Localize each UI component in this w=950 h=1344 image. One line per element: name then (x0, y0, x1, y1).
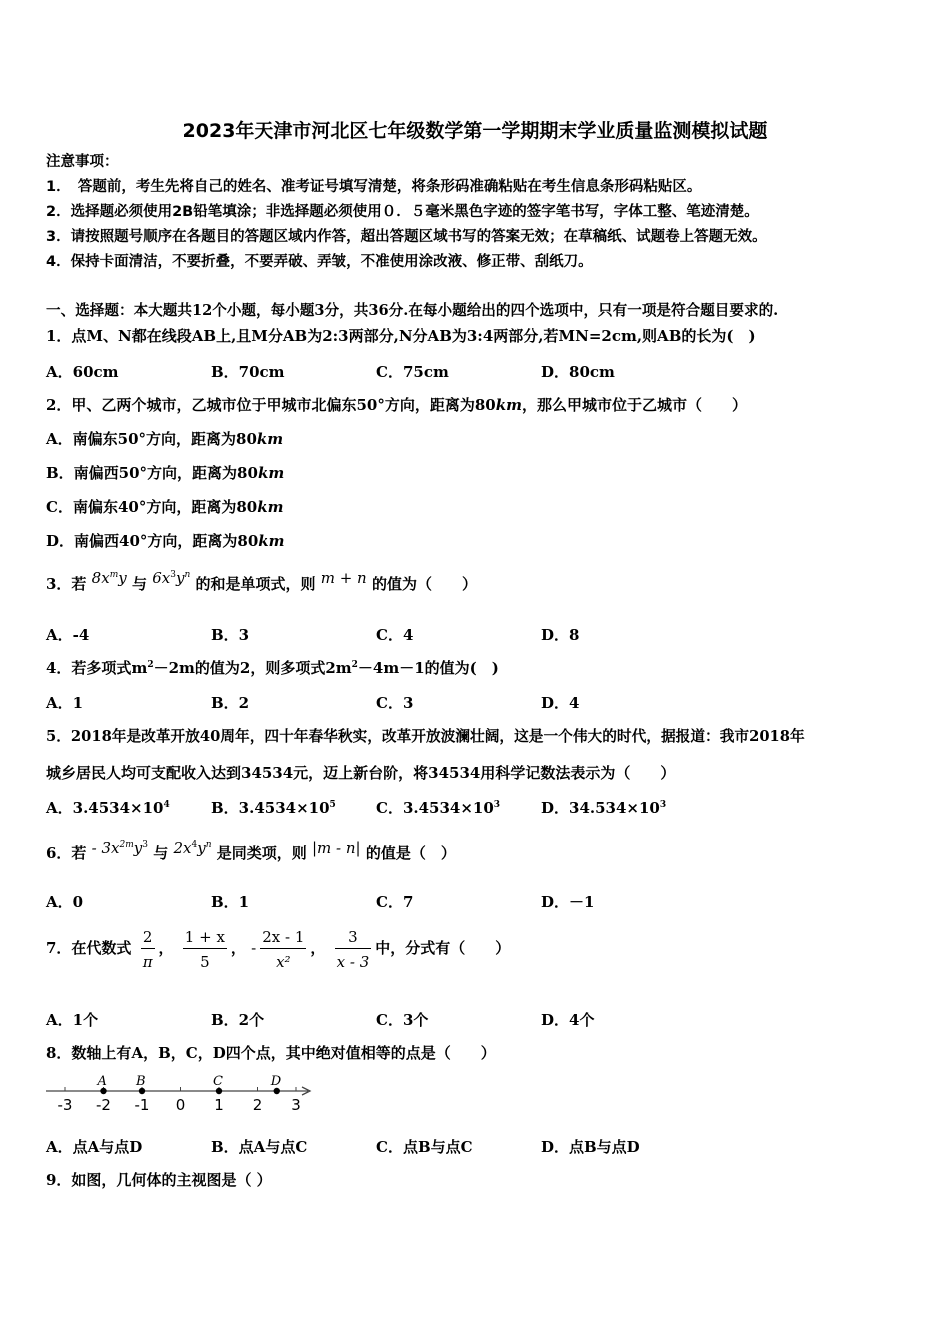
tick-label: -1 (134, 1096, 150, 1114)
fraction-4: $\frac{3}{x - 3}$ (336, 927, 370, 971)
tick-label: 0 (175, 1096, 186, 1114)
q4-option-a: A．1 (46, 694, 84, 712)
fraction-3: $\frac{2x - 1}{\text{x²}}$ (262, 927, 305, 971)
q7-option-c: C．3个 (376, 1011, 429, 1029)
tick-label: 1 (214, 1096, 224, 1114)
notice-item-2: 2．选择题必须使用2B铅笔填涂；非选择题必须使用０．５毫米黑色字迹的签字笔书写，字体工整、笔迹清楚。 (46, 204, 759, 220)
q8-option-a: A．点A与点D (46, 1138, 143, 1156)
q5-option-d: D．$34.534\times 10^3$ (541, 799, 667, 817)
q5-option-c: C．$3.4534\times 10^3$ (376, 799, 501, 817)
q3-option-d: D．8 (541, 626, 580, 644)
question-6-stem: 6．若 - $3x^{2m}y^3$ 与 $2x^4y^n$ 是同类项，则 |m - n| 的值是（ ） (46, 839, 456, 862)
fraction-1: $\frac{2}{\pi}$ (142, 927, 153, 971)
q2-option-b: B．南偏西50°方向，距离为80km (46, 464, 285, 482)
question-1-stem: 1．点M、N都在线段AB上,且M分AB为2:3两部分,N分AB为3:4两部分,若MN=2cm,则AB的长为( ) (46, 327, 756, 345)
q4-option-c: C．3 (376, 694, 414, 712)
question-3-stem: 3．若 $8x^my$ 与 $6x^3y^n$ 的和是单项式，则 m + n 的值为（ ） (46, 569, 477, 593)
q2-option-a: A．南偏东50°方向，距离为80km (46, 430, 284, 448)
page-title: 2023年天津市河北区七年级数学第一学期期末学业质量监测模拟试题 (182, 120, 768, 142)
q6-option-b: B．1 (211, 893, 250, 911)
notice-item-4: 4．保持卡面清洁，不要折叠，不要弄破、弄皱，不准使用涂改液、修正带、刮纸刀。 (46, 254, 593, 270)
q3-option-a: A．-4 (46, 626, 90, 644)
q7-option-a: A．1个 (46, 1011, 99, 1029)
q2-option-d: D．南偏西40°方向，距离为80km (46, 532, 285, 550)
point-label-c: C (213, 1074, 223, 1089)
notice-heading: 注意事项： (46, 154, 119, 170)
q3-option-b: B．3 (211, 626, 250, 644)
point-label-b: B (136, 1074, 146, 1089)
q1-option-c: C．75cm (376, 363, 449, 381)
q7-option-d: D．4个 (541, 1011, 595, 1029)
notice-item-1: 1． 答题前，考生先将自己的姓名、准考证号填写清楚，将条形码准确粘贴在考生信息条形码粘贴区。 (46, 179, 702, 195)
q1-option-d: D．80cm (541, 363, 615, 381)
question-9-stem: 9．如图，几何体的主视图是（ ） (46, 1171, 272, 1189)
question-5-line-2: 城乡居民人均可支配收入达到34534元，迈上新台阶，将34534用科学记数法表示为（ ） (46, 764, 676, 782)
q6-option-d: D．－1 (541, 893, 595, 911)
q3-option-c: C．4 (376, 626, 414, 644)
question-4-stem: 4．若多项式$m^2-2m$的值为2，则多项式$2m^2-4m-1$的值为( ) (46, 659, 499, 677)
point-label-d: D (270, 1074, 282, 1089)
q2-option-c: C．南偏东40°方向，距离为80km (46, 498, 284, 516)
tick-label: -2 (96, 1096, 111, 1114)
question-2-stem: 2．甲、乙两个城市，乙城市位于甲城市北偏东50°方向，距离为80km，那么甲城市位于乙城市（ ） (46, 396, 747, 414)
notice-item-3: 3．请按照题号顺序在各题目的答题区域内作答，超出答题区域书写的答案无效；在草稿纸、试题卷上答题无效。 (46, 229, 767, 245)
q4-option-b: B．2 (211, 694, 250, 712)
q8-option-c: C．点B与点C (376, 1138, 473, 1156)
number-line (40, 1068, 330, 1120)
question-8-stem: 8．数轴上有A，B，C，D四个点，其中绝对值相等的点是（ ） (46, 1044, 496, 1062)
q1-option-a: A．60cm (46, 363, 119, 381)
fraction-2: $\frac{1 + x}{5}$ (184, 927, 225, 971)
q5-option-b: B．$3.4534\times 10^5$ (211, 799, 336, 817)
section-heading: 一、选择题：本大题共12个小题，每小题3分，共36分.在每小题给出的四个选项中，只有一项是符合题目要求的. (46, 302, 779, 319)
question-5-line-1: 5．2018年是改革开放40周年，四十年春华秋实，改革开放波澜壮阔，这是一个伟大的时代，据报道：我市2018年 (46, 728, 805, 745)
tick-label: -3 (57, 1096, 73, 1114)
q6-option-c: C．7 (376, 893, 414, 911)
q1-option-b: B．70cm (211, 363, 285, 381)
q5-option-a: A．$3.4534\times 10^4$ (46, 799, 170, 817)
q8-option-b: B．点A与点C (211, 1138, 308, 1156)
tick-label: 3 (291, 1096, 301, 1114)
q6-option-a: A．0 (46, 893, 84, 911)
tick-label: 2 (252, 1096, 263, 1114)
q8-option-d: D．点B与点D (541, 1138, 640, 1156)
point-label-a: A (97, 1074, 107, 1089)
question-7-stem: 7．在代数式 $\frac{2}{\pi}$ ， $\frac{1 + x}{5}$ ， - $\frac{2x - 1}{\text{x²}}$ ， $\frac{3}{x - 3}$ 中，分式有（ ） (46, 927, 511, 971)
q4-option-d: D．4 (541, 694, 580, 712)
q7-option-b: B．2个 (211, 1011, 265, 1029)
